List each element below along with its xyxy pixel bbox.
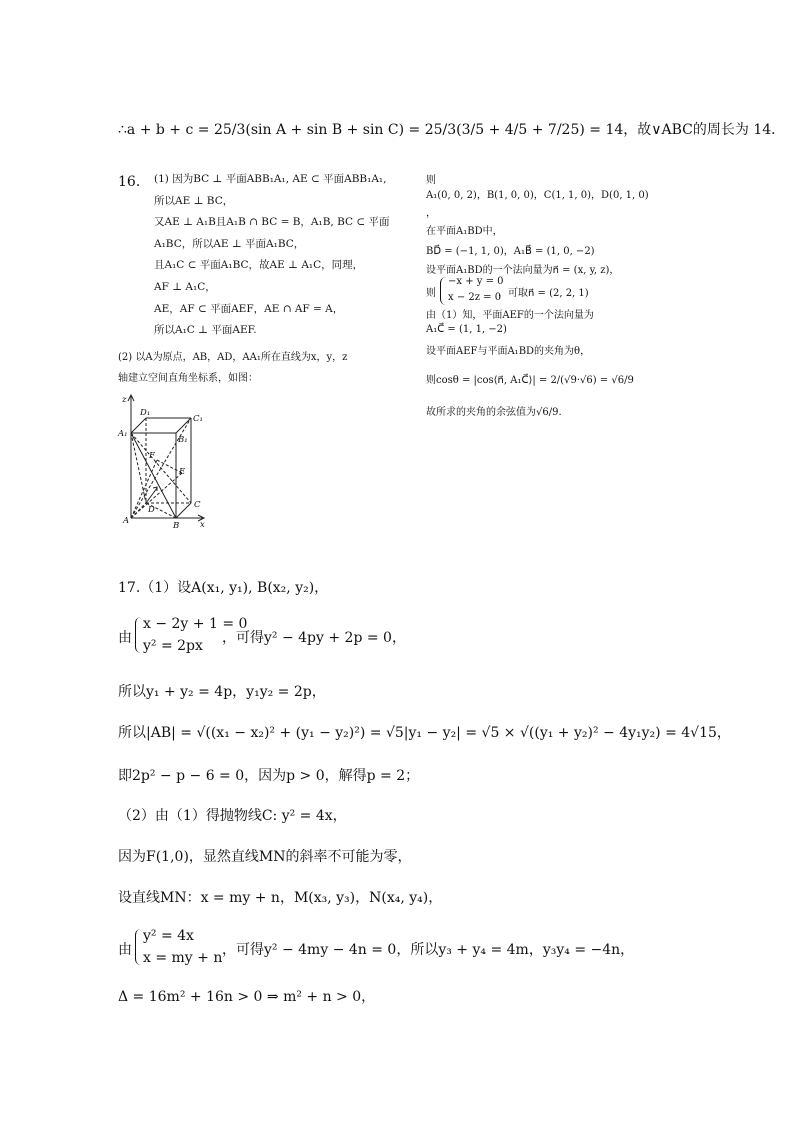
q17-line: Δ = 16m² + 16n > 0 ⇒ m² + n > 0， [118,989,376,1005]
q16-right-line: 设平面A₁BD的一个法向量为n⃗ = (x, y, z)， [426,265,620,276]
q16-right-line: A₁(0, 0, 2)，B(1, 0, 0)，C(1, 1, 0)，D(0, 1, 0) [426,190,649,201]
label-e: E [179,467,186,477]
q16-right-line: 由（1）知，平面AEF的一个法向量为 [426,310,594,321]
cuboid-figure [112,390,218,530]
q16-right-line: 在平面A₁BD中， [426,226,503,237]
q16-right-line: BD⃗ = (−1, 1, 0)，A₁B⃗ = (1, 0, −2) [426,246,595,257]
q16-left-line: 且A₁C ⊂ 平面A₁BC，故AE ⊥ A₁C，同理， [154,259,364,271]
q17-line: 17.（1）设A(x₁, y₁), B(x₂, y₂)， [118,580,329,596]
system-eq-1: x − 2y + 1 = 0 [143,616,248,632]
label-f: F [149,451,155,461]
label-a: A [123,516,130,526]
label-d: D [148,505,155,515]
q17-line: 因为F(1,0)，显然直线MN的斜率不可能为零， [118,849,412,865]
q17-line: 所以|AB| = √((x₁ − x₂)² + (y₁ − y₂)²) = √5|y₁ − y₂| = √5 × √((y₁ + y₂)² − 4y₁y₂) = 4√15， [118,725,731,741]
q16-right-line: 则 [426,288,436,299]
q16-left-line: AE，AF ⊂ 平面AEF，AE ∩ AF = A， [154,303,344,315]
label-b1: B₁ [178,435,188,445]
q16-right-line: 故所求的夹角的余弦值为√6/9. [426,407,562,418]
q16-left-line: (2) 以A为原点，AB，AD，AA₁所在直线为x，y，z [118,352,348,363]
q16-right-line: 则cosθ = |cos⟨n⃗, A₁C⃗⟩| = 2/(√9·√6) = √6/9 [426,375,634,386]
q17-line: 所以y₁ + y₂ = 4p，y₁y₂ = 2p， [118,684,326,700]
label-b: B [173,521,180,530]
q16-left-line: 所以A₁C ⊥ 平面AEF. [154,324,257,336]
q17-line: 由 [118,630,132,646]
system-eq-1: y² = 4x [143,928,194,944]
system-eq-1: −x + y = 0 [448,276,504,287]
label-c1: C₁ [193,414,203,424]
q17-line: 即2p² − p − 6 = 0，因为p > 0，解得p = 2； [118,768,420,784]
solution-line-perimeter: ∴a + b + c = 25/3(sin A + sin B + sin C) = 25/3(3/5 + 4/5 + 7/25) = 14，故∨ABC的周长为 14． [118,122,786,138]
q16-left-line: (1) 因为BC ⊥ 平面ABB₁A₁, AE ⊂ 平面ABB₁A₁, [154,173,387,185]
q17-line: ，可得y² − 4py + 2p = 0， [222,630,406,646]
q16-left-line: 又AE ⊥ A₁B且A₁B ∩ BC = B，A₁B, BC ⊂ 平面 [154,216,390,228]
system-eq-2: y² = 2px [143,638,203,654]
label-x: x [200,520,205,530]
q17-line: ，可得y² − 4my − 4n = 0，所以y₃ + y₄ = 4m，y₃y₄ = −4n， [222,942,635,958]
q16-left-line: 所以AE ⊥ BC， [154,195,234,207]
q16-left-line: A₁BC，所以AE ⊥ 平面A₁BC， [154,238,305,250]
question-16-number: 16． [118,174,150,190]
label-d1: D₁ [140,408,151,418]
label-c: C [194,500,201,510]
q16-right-line: ， [426,208,436,219]
q17-line: 由 [118,942,132,958]
q16-right-line: ，可取n⃗ = (2, 2, 1) [498,288,589,299]
q16-left-line: AF ⊥ A₁C， [154,281,216,293]
q16-right-line: A₁C⃗ = (1, 1, −2) [426,324,507,335]
system-brace [135,929,143,965]
label-a1: A₁ [118,429,128,439]
q16-right-line: 则 [426,175,436,186]
q17-line: 设直线MN：x = my + n，M(x₃, y₃)，N(x₄, y₄)， [118,890,443,906]
system-brace [440,277,447,305]
system-eq-2: x = my + n [143,950,223,966]
q17-line: （2）由（1）得抛物线C: y² = 4x， [118,808,347,824]
q16-right-line: 设平面AEF与平面A₁BD的夹角为θ， [426,346,591,357]
system-eq-2: x − 2z = 0 [448,292,502,303]
label-z: z [122,395,127,405]
q16-left-line: 轴建立空间直角坐标系，如图： [118,373,258,384]
system-brace [135,617,143,653]
